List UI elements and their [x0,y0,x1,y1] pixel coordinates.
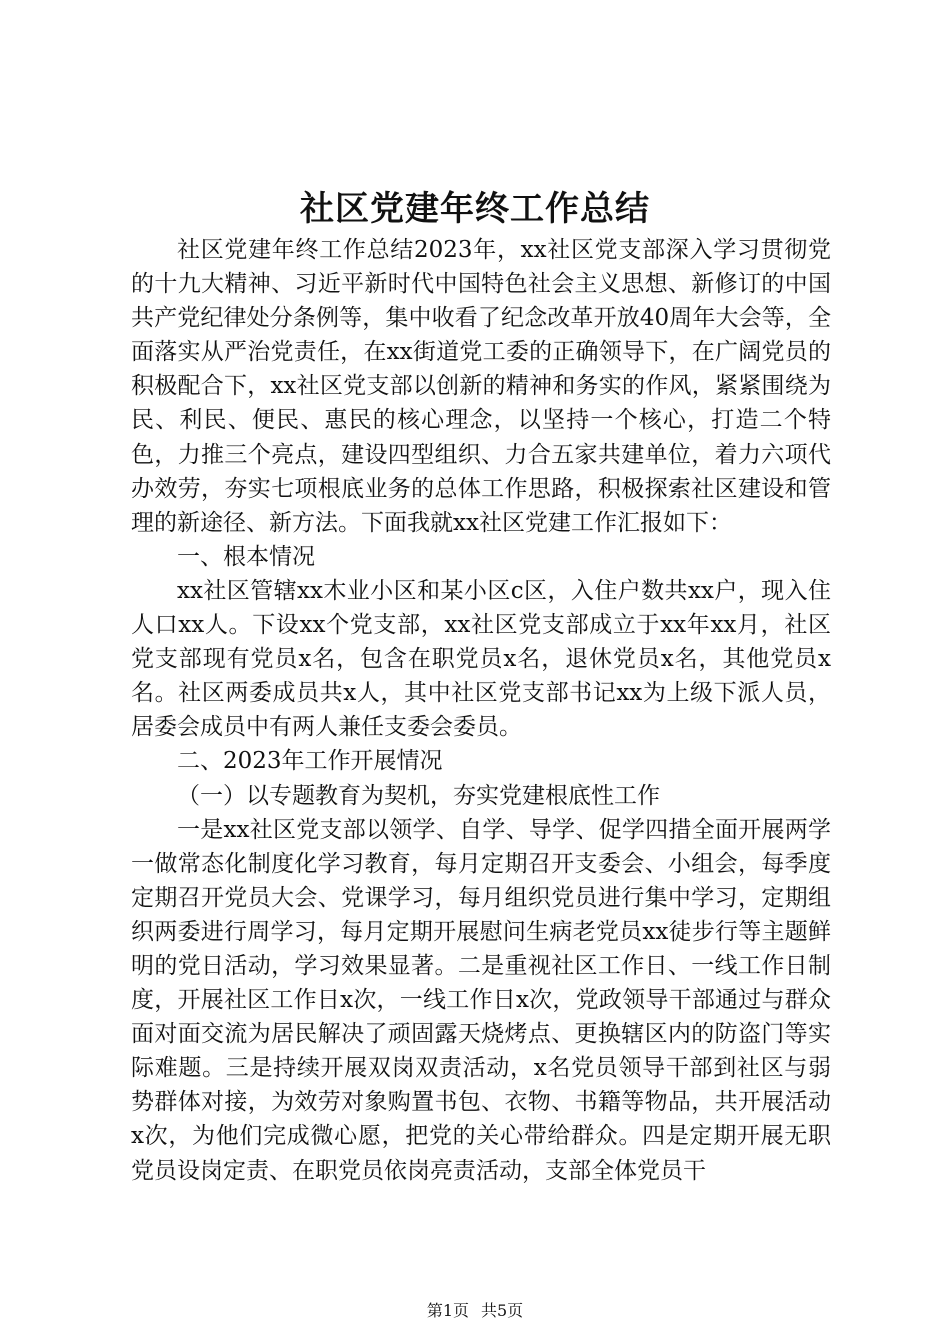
section-heading-basic-situation: 一、根本情况 [177,543,315,570]
document-body [131,233,831,1188]
basic-situation-paragraph: xx社区管辖xx木业小区和某小区c区，入住户数共xx户，现入住人口xx人。下设xx个党支部，xx社区党支部成立于xx年xx月，社区党支部现有党员x名，包含在职党员x名，退休党员x名，其他党员x名。社区两委成员共x人，其中社区党支部书记xx为上级下派人员，居委会成员中有两人兼任支委会委员。 [131,577,831,741]
intro-paragraph: 社区党建年终工作总结2023年，xx社区党支部深入学习贯彻党的十九大精神、习近平新时代中国特色社会主义思想、新修订的中国共产党纪律处分条例等，集中收看了纪念改革开放40周年大会等，全面落实从严治党责任，在xx街道党工委的正确领导下，在广阔党员的积极配合下，xx社区党支部以创新的精神和务实的作风，紧紧围绕为民、利民、便民、惠民的核心理念，以坚持一个核心，打造二个特色，力推三个亮点，建设四型组织、力合五家共建单位，着力六项代办效劳，夯实七项根底业务的总体工作思路，积极探索社区建设和管理的新途径、新方法。下面我就xx社区党建工作汇报如下： [131,237,831,536]
page-footer [0,1300,950,1322]
section-heading-work-progress: 二、2023年工作开展情况 [177,748,443,775]
document-title: 社区党建年终工作总结 [300,189,650,229]
work-progress-paragraph: 一是xx社区党支部以领学、自学、导学、促学四措全面开展两学一做常态化制度化学习教育，每月定期召开支委会、小组会，每季度定期召开党员大会、党课学习，每月组织党员进行集中学习，定期组织两委进行周学习，每月定期开展慰问生病老党员xx徒步行等主题鲜明的党日活动，学习效果显著。二是重视社区工作日、一线工作日制度，开展社区工作日x次，一线工作日x次，党政领导干部通过与群众面对面交流为居民解决了顽固露天烧烤点、更换辖区内的防盗门等实际难题。三是持续开展双岗双责活动，x名党员领导干部到社区与弱势群体对接，为效劳对象购置书包、衣物、书籍等物品，共开展活动x次，为他们完成微心愿，把党的关心带给群众。四是定期开展无职党员设岗定责、在职党员依岗亮责活动，支部全体党员干 [131,816,831,1184]
page-number: 第1页 [426,1301,469,1320]
subsection-heading-1: （一）以专题教育为契机，夯实党建根底性工作 [177,782,660,809]
page-total: 共5页 [481,1301,524,1320]
